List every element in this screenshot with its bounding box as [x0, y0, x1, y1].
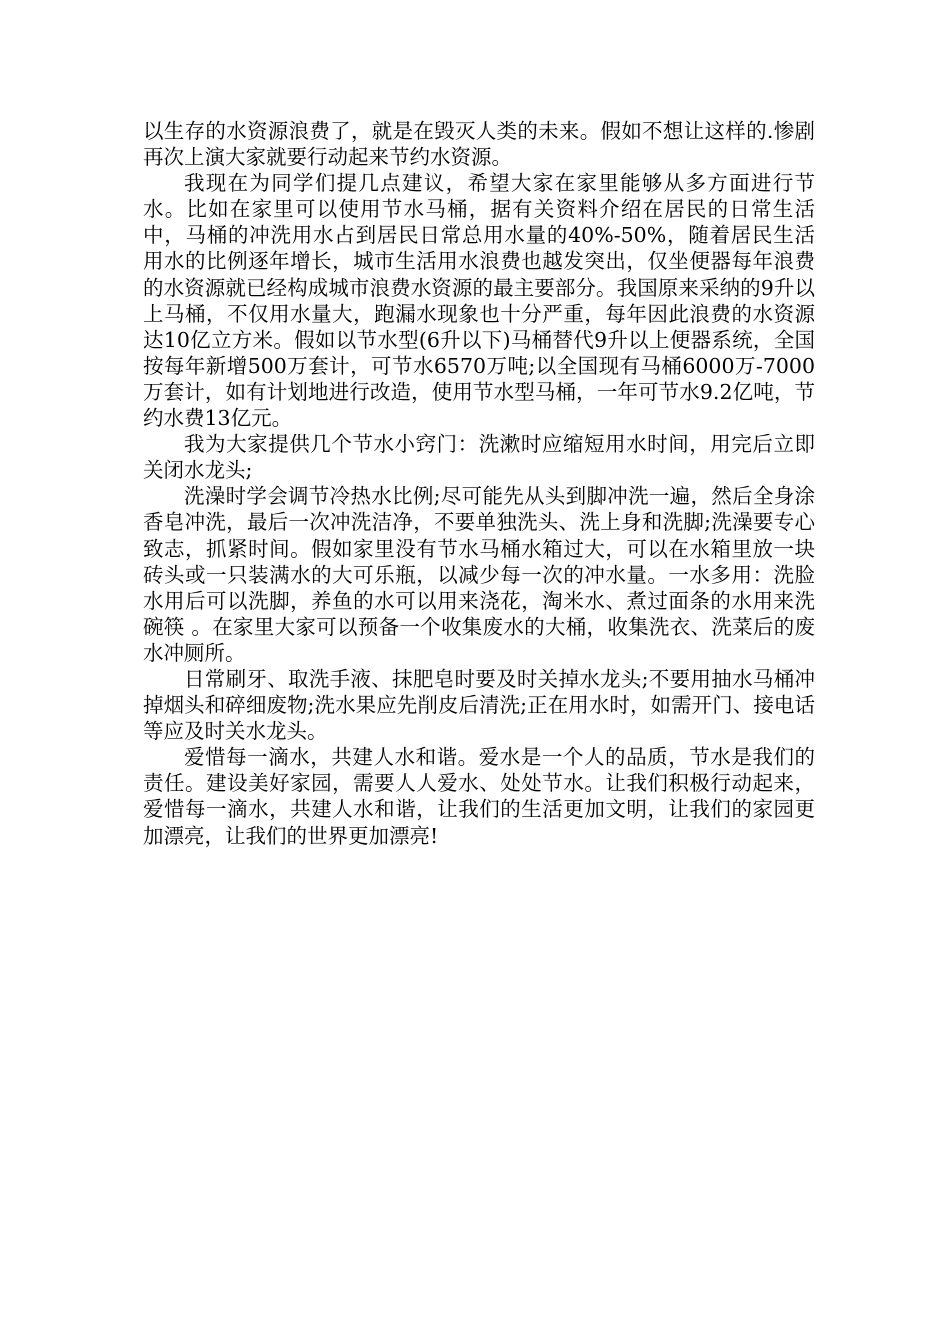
paragraph-3: 我为大家提供几个节水小窍门：洗漱时应缩短用水时间，用完后立即关闭水龙头;: [143, 432, 815, 483]
paragraph-2: 我现在为同学们提几点建议，希望大家在家里能够从多方面进行节水。比如在家里可以使用节水马桶，据有关资料介绍在居民的日常生活中，马桶的冲洗用水占到居民日常总用水量的40%-50%，随着居民生活用水的比例逐年增长，城市生活用水浪费也越发突出，仅坐便器每年浪费的水资源就已经构成城市浪费水资源的最主要部分。我国原来采纳的9升以上马桶，不仅用水量大，跑漏水现象也十分严重，每年因此浪费的水资源达10亿立方米。假如以节水型(6升以下)马桶替代9升以上便器系统，全国按每年新增500万套计，可节水6570万吨;以全国现有马桶6000万-7000万套计，如有计划地进行改造，使用节水型马桶，一年可节水9.2亿吨，节约水费13亿元。: [143, 171, 815, 431]
paragraph-1: 以生存的水资源浪费了，就是在毁灭人类的未来。假如不想让这样的.惨剧再次上演大家就要行动起来节约水资源。: [143, 119, 815, 170]
paragraph-4: 洗澡时学会调节冷热水比例;尽可能先从头到脚冲洗一遍，然后全身涂香皂冲洗，最后一次冲洗洁净，不要单独洗头、洗上身和洗脚;洗澡要专心致志，抓紧时间。假如家里没有节水马桶水箱过大，可以在水箱里放一块砖头或一只装满水的大可乐瓶，以减少每一次的冲水量。一水多用：洗脸水用后可以洗脚，养鱼的水可以用来浇花，淘米水、煮过面条的水用来洗碗筷 。在家里大家可以预备一个收集废水的大桶，收集洗衣、洗菜后的废水冲厕所。: [143, 484, 815, 665]
paragraph-5: 日常刷牙、取洗手液、抹肥皂时要及时关掉水龙头;不要用抽水马桶冲掉烟头和碎细废物;洗水果应先削皮后清洗;正在用水时，如需开门、接电话等应及时关水龙头。: [143, 666, 815, 744]
document-body: [143, 118, 815, 849]
paragraph-6: 爱惜每一滴水，共建人水和谐。爱水是一个人的品质，节水是我们的责任。建设美好家园，需要人人爱水、处处节水。让我们积极行动起来，爱惜每一滴水，共建人水和谐，让我们的生活更加文明，让我们的家园更加漂亮，让我们的世界更加漂亮!: [143, 745, 815, 848]
